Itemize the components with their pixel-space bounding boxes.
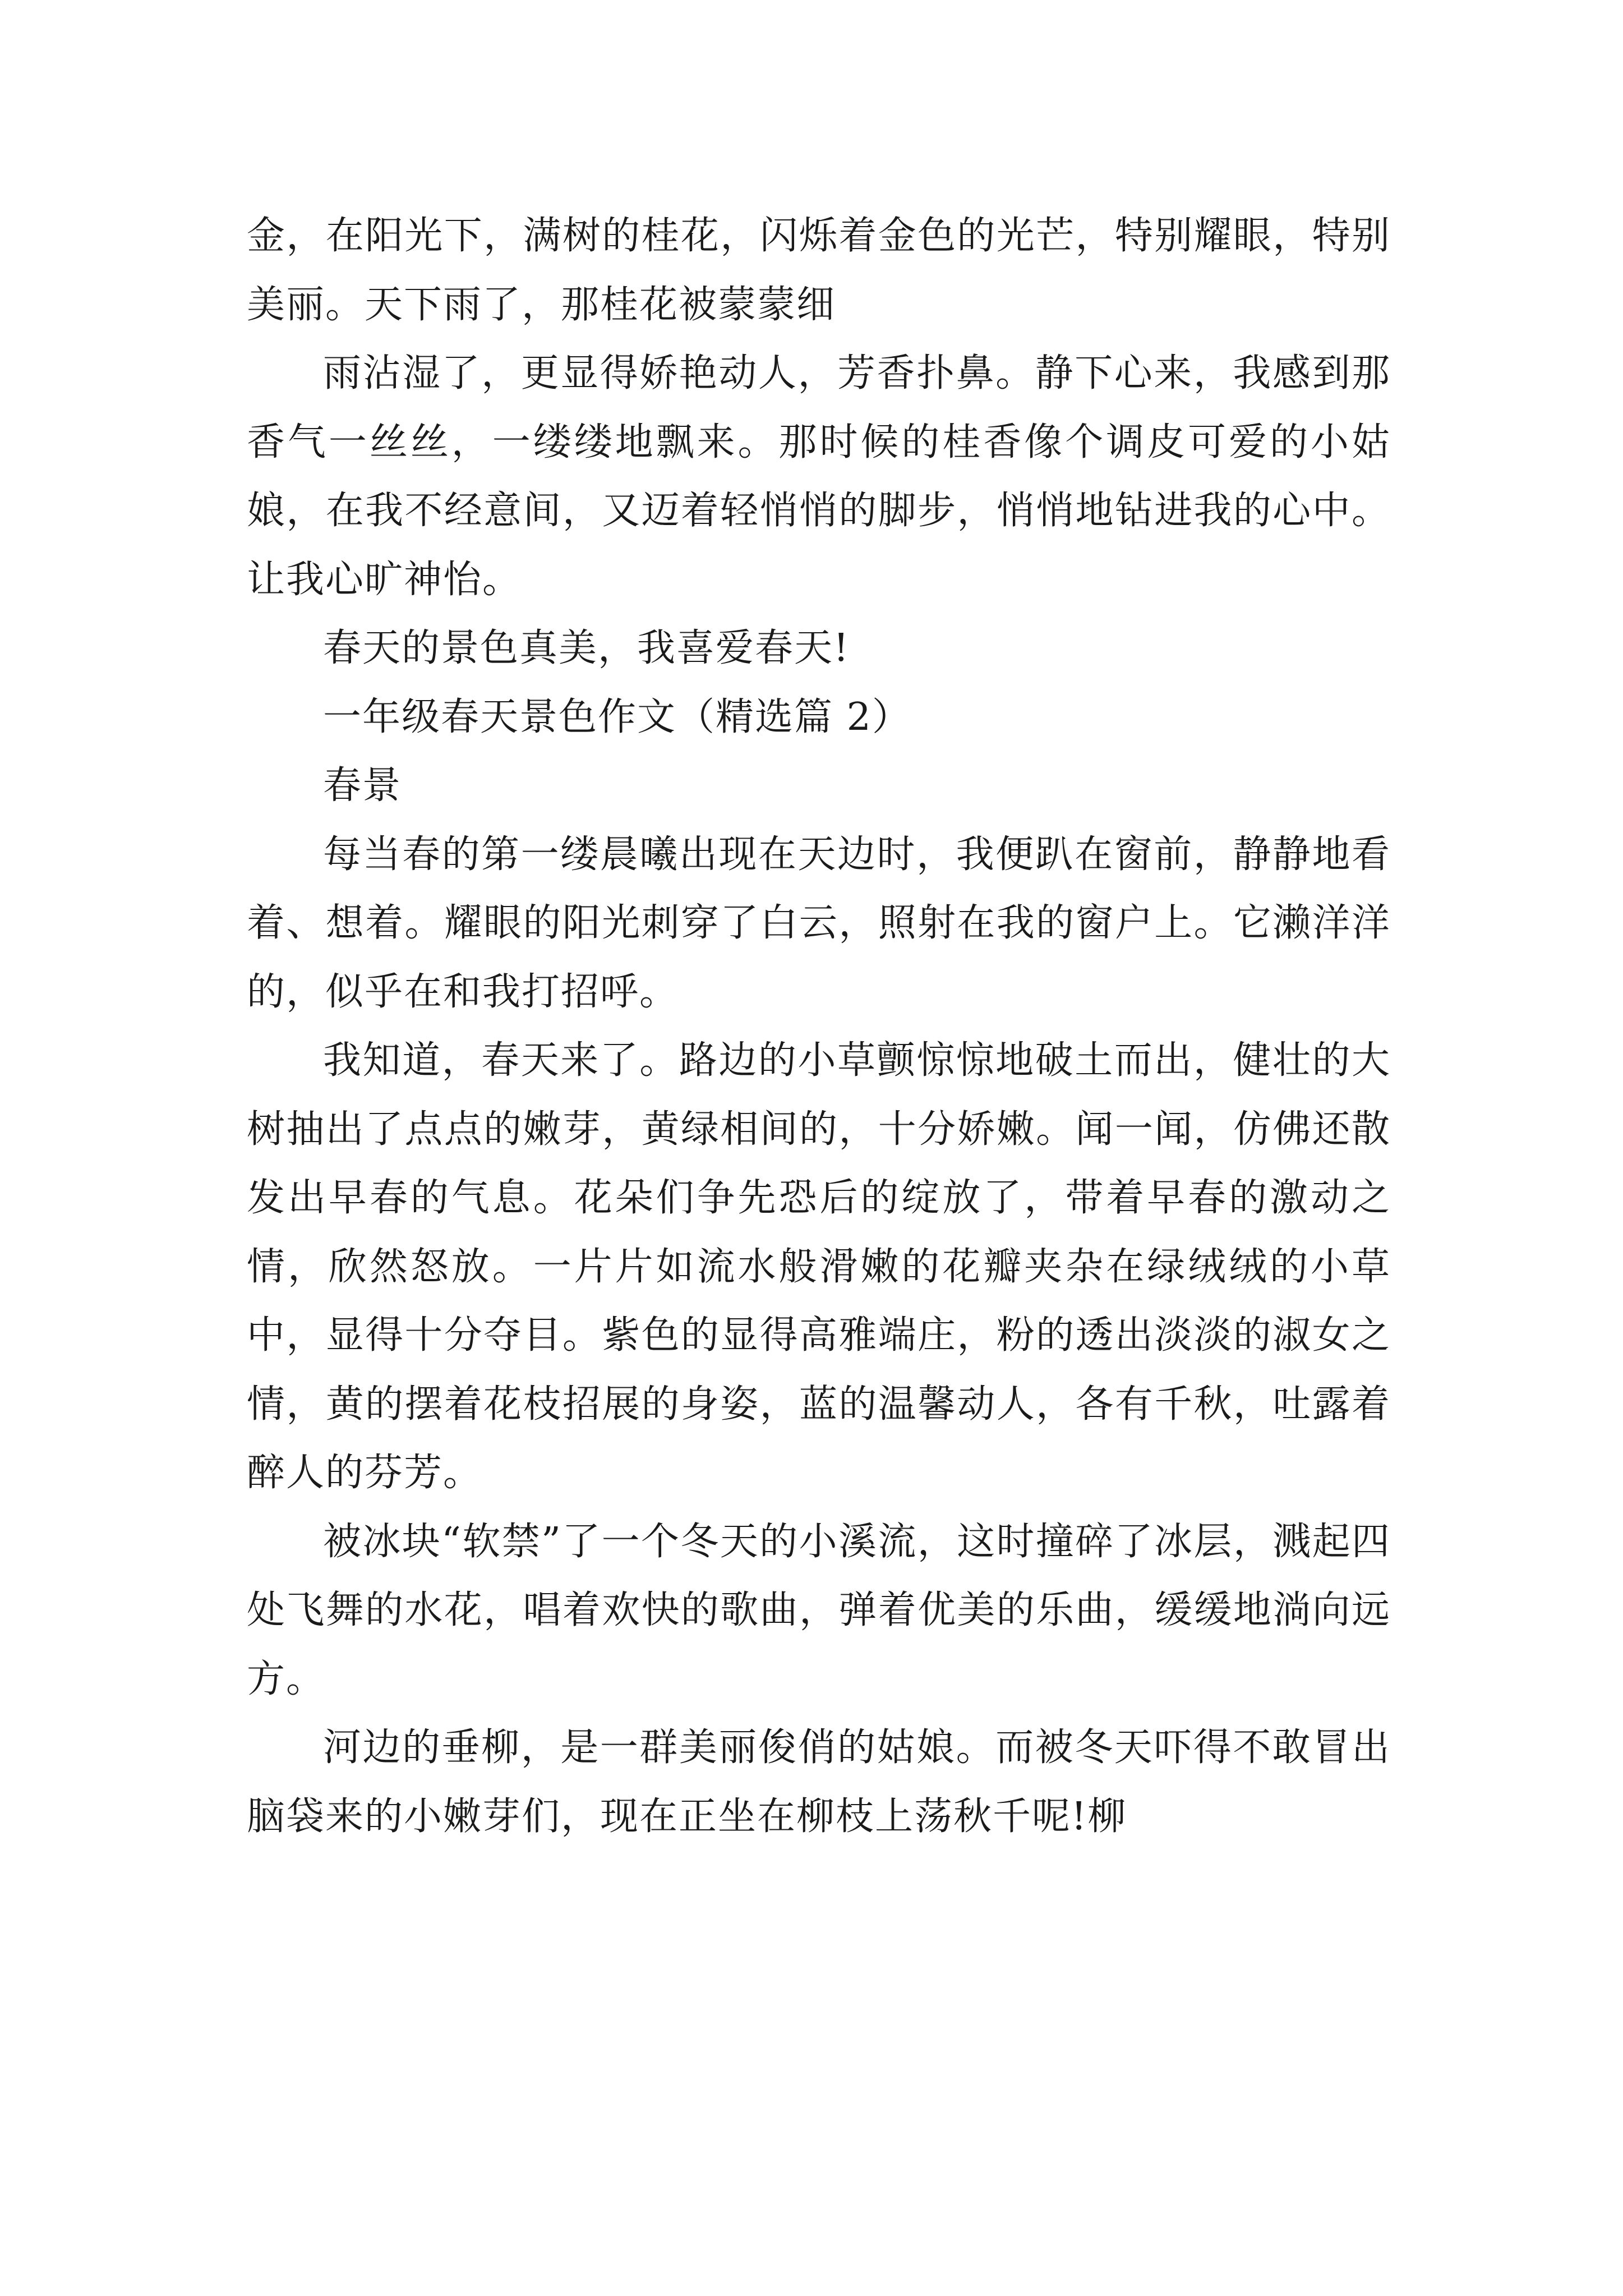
paragraph: 春天的景色真美，我喜爱春天! [323, 626, 850, 670]
paragraph: 雨沾湿了，更显得娇艳动人，芳香扑鼻。静下心来，我感到那香气一丝丝，一缕缕地飘来。那时候的桂香像个调皮可爱的小姑娘，在我不经意间，又迈着轻悄悄的脚步，悄悄地钻进我的心中。让我心旷神怡。 [247, 351, 1391, 602]
paragraph: 金，在阳光下，满树的桂花，闪烁着金色的光芒，特别耀眼，特别美丽。天下雨了，那桂花被蒙蒙细 [247, 214, 1391, 327]
section-heading: 一年级春天景色作文（精选篇 2） [323, 694, 911, 739]
document-body [247, 202, 1391, 1851]
paragraph: 被冰块“软禁”了一个冬天的小溪流，这时撞碎了冰层，溅起四处飞舞的水花，唱着欢快的歌曲，弹着优美的乐曲，缓缓地淌向远方。 [247, 1519, 1391, 1701]
paragraph: 我知道，春天来了。路边的小草颤惊惊地破土而出，健壮的大树抽出了点点的嫩芽，黄绿相间的，十分娇嫩。闻一闻，仿佛还散发出早春的气息。花朵们争先恐后的绽放了，带着早春的激动之情，欣然怒放。一片片如流水般滑嫩的花瓣夹杂在绿绒绒的小草中，显得十分夺目。紫色的显得高雅端庄，粉的透出淡淡的淑女之情，黄的摆着花枝招展的身姿，蓝的温馨动人，各有千秋，吐露着醉人的芬芳。 [247, 1038, 1391, 1495]
essay-title: 春景 [323, 763, 402, 808]
paragraph: 每当春的第一缕晨曦出现在天边时，我便趴在窗前，静静地看着、想着。耀眼的阳光刺穿了白云，照射在我的窗户上。它濑洋洋的，似乎在和我打招呼。 [247, 832, 1391, 1014]
paragraph: 河边的垂柳，是一群美丽俊俏的姑娘。而被冬天吓得不敢冒出脑袋来的小嫩芽们，现在正坐在柳枝上荡秋千呢!柳 [247, 1726, 1391, 1839]
